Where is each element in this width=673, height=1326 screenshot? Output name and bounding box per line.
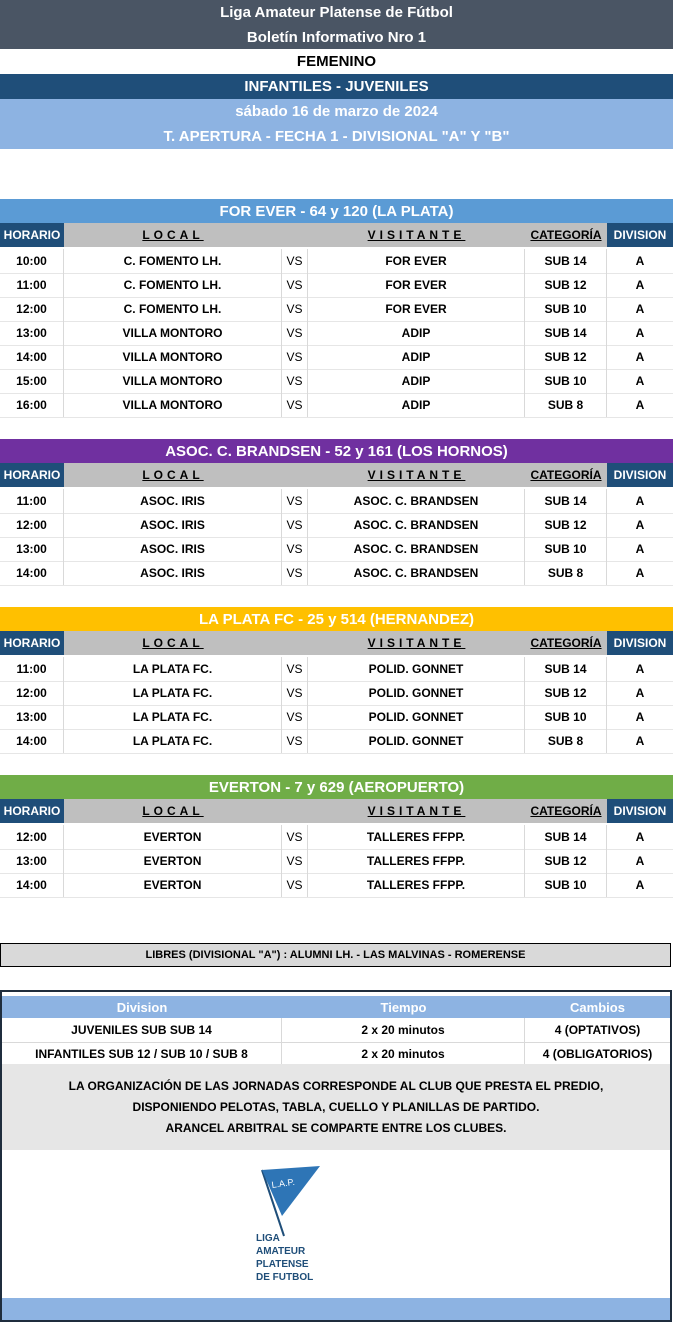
match-visitante: ASOC. C. BRANDSEN xyxy=(308,489,525,513)
match-local: C. FOMENTO LH. xyxy=(64,273,282,297)
organization-note xyxy=(2,1064,670,1150)
match-division: A xyxy=(635,566,645,580)
col-local: LOCAL xyxy=(64,631,282,655)
match-local: C. FOMENTO LH. xyxy=(64,249,282,273)
match-time: 16:00 xyxy=(0,393,64,417)
match-categoria: SUB 12 xyxy=(525,849,607,873)
match-visitante: TALLERES FFPP. xyxy=(308,825,525,849)
match-local: VILLA MONTORO xyxy=(64,321,282,345)
match-time: 12:00 xyxy=(0,513,64,537)
match-vs: VS xyxy=(282,657,308,681)
match-categoria: SUB 14 xyxy=(525,321,607,345)
match-division: A xyxy=(635,278,645,292)
col-categoria xyxy=(525,799,607,823)
match-categoria: SUB 8 xyxy=(525,561,607,585)
match-local: C. FOMENTO LH. xyxy=(64,297,282,321)
match-visitante: POLID. GONNET xyxy=(308,729,525,753)
rules-time: 2 x 20 minutos xyxy=(282,1042,525,1066)
match-time: 13:00 xyxy=(0,537,64,561)
rules-row xyxy=(2,1018,670,1043)
match-division: A xyxy=(635,326,645,340)
col-vs-spacer xyxy=(282,799,308,823)
col-vs-spacer xyxy=(282,223,308,247)
match-vs: VS xyxy=(282,369,308,393)
col-division: DIVISION xyxy=(607,631,673,655)
league-title: Liga Amateur Platense de Fútbol xyxy=(0,0,673,25)
match-categoria: SUB 8 xyxy=(525,729,607,753)
venue-title: LA PLATA FC - 25 y 514 (HERNANDEZ) xyxy=(0,607,673,631)
match-row xyxy=(0,273,673,298)
col-division: DIVISION xyxy=(607,463,673,487)
rules-panel xyxy=(0,990,672,1322)
match-row xyxy=(0,729,673,754)
col-local: LOCAL xyxy=(64,799,282,823)
date-title: sábado 16 de marzo de 2024 xyxy=(0,99,673,124)
match-time: 12:00 xyxy=(0,825,64,849)
match-row xyxy=(0,849,673,874)
col-categoria-label: CATEGORÍA xyxy=(530,228,602,242)
match-division: A xyxy=(635,302,645,316)
note-line: LA ORGANIZACIÓN DE LAS JORNADAS CORRESPONDE AL CLUB QUE PRESTA EL PREDIO, xyxy=(68,1078,604,1093)
match-vs: VS xyxy=(282,729,308,753)
rules-changes: 4 (OBLIGATORIOS) xyxy=(542,1047,653,1061)
match-categoria: SUB 10 xyxy=(525,537,607,561)
match-vs: VS xyxy=(282,561,308,585)
match-division: A xyxy=(635,374,645,388)
logo-flag-text: L.A.P. xyxy=(270,1176,296,1190)
match-division: A xyxy=(635,878,645,892)
match-visitante: POLID. GONNET xyxy=(308,705,525,729)
match-vs: VS xyxy=(282,825,308,849)
match-row xyxy=(0,249,673,274)
match-categoria: SUB 14 xyxy=(525,489,607,513)
schedule-header xyxy=(0,463,673,487)
match-categoria: SUB 8 xyxy=(525,393,607,417)
match-row xyxy=(0,705,673,730)
match-time: 14:00 xyxy=(0,729,64,753)
col-categoria xyxy=(525,631,607,655)
match-visitante: TALLERES FFPP. xyxy=(308,849,525,873)
match-division: A xyxy=(635,494,645,508)
match-division: A xyxy=(635,254,645,268)
match-visitante: POLID. GONNET xyxy=(308,657,525,681)
match-time: 11:00 xyxy=(0,273,64,297)
match-vs: VS xyxy=(282,297,308,321)
match-time: 10:00 xyxy=(0,249,64,273)
col-division: DIVISION xyxy=(607,799,673,823)
note-line: ARANCEL ARBITRAL SE COMPARTE ENTRE LOS CLUBES. xyxy=(165,1120,507,1135)
match-time: 11:00 xyxy=(0,489,64,513)
match-categoria: SUB 14 xyxy=(525,249,607,273)
col-vs-spacer xyxy=(282,463,308,487)
logo-text xyxy=(256,1232,313,1284)
col-vs-spacer xyxy=(282,631,308,655)
schedule-header xyxy=(0,631,673,655)
match-time: 13:00 xyxy=(0,705,64,729)
match-local: VILLA MONTORO xyxy=(64,393,282,417)
rules-division: INFANTILES SUB 12 / SUB 10 / SUB 8 xyxy=(2,1042,282,1066)
venue-title: FOR EVER - 64 y 120 (LA PLATA) xyxy=(0,199,673,223)
match-row xyxy=(0,513,673,538)
match-time: 15:00 xyxy=(0,369,64,393)
match-local: VILLA MONTORO xyxy=(64,369,282,393)
match-row xyxy=(0,657,673,682)
match-categoria: SUB 10 xyxy=(525,873,607,897)
schedule-header xyxy=(0,223,673,247)
match-time: 12:00 xyxy=(0,297,64,321)
rules-header-cambios: Cambios xyxy=(570,999,625,1015)
match-local: ASOC. IRIS xyxy=(64,561,282,585)
match-time: 14:00 xyxy=(0,873,64,897)
match-division: A xyxy=(635,686,645,700)
match-categoria: SUB 10 xyxy=(525,369,607,393)
col-visitante: VISITANTE xyxy=(308,463,525,487)
col-categoria-label: CATEGORÍA xyxy=(530,804,602,818)
col-division: DIVISION xyxy=(607,223,673,247)
match-row xyxy=(0,345,673,370)
match-row xyxy=(0,681,673,706)
category-title: INFANTILES - JUVENILES xyxy=(0,74,673,99)
match-local: EVERTON xyxy=(64,873,282,897)
match-vs: VS xyxy=(282,489,308,513)
col-visitante: VISITANTE xyxy=(308,631,525,655)
col-horario: HORARIO xyxy=(0,631,64,655)
match-vs: VS xyxy=(282,249,308,273)
note-line: DISPONIENDO PELOTAS, TABLA, CUELLO Y PLANILLAS DE PARTIDO. xyxy=(132,1099,540,1114)
match-division: A xyxy=(635,518,645,532)
match-vs: VS xyxy=(282,537,308,561)
match-row xyxy=(0,393,673,418)
bulletin-title: Boletín Informativo Nro 1 xyxy=(0,25,673,49)
col-horario: HORARIO xyxy=(0,799,64,823)
match-categoria: SUB 10 xyxy=(525,705,607,729)
match-time: 13:00 xyxy=(0,849,64,873)
match-visitante: ASOC. C. BRANDSEN xyxy=(308,561,525,585)
match-time: 14:00 xyxy=(0,345,64,369)
col-horario: HORARIO xyxy=(0,223,64,247)
match-division: A xyxy=(635,830,645,844)
match-categoria: SUB 12 xyxy=(525,273,607,297)
match-visitante: ADIP xyxy=(308,369,525,393)
col-categoria-label: CATEGORÍA xyxy=(530,468,602,482)
col-categoria xyxy=(525,463,607,487)
match-local: ASOC. IRIS xyxy=(64,513,282,537)
match-row xyxy=(0,825,673,850)
rules-header xyxy=(2,996,670,1018)
match-categoria: SUB 14 xyxy=(525,825,607,849)
logo-line: DE FUTBOL xyxy=(256,1272,314,1283)
venue-title: ASOC. C. BRANDSEN - 52 y 161 (LOS HORNOS) xyxy=(0,439,673,463)
tournament-title: T. APERTURA - FECHA 1 - DIVISIONAL "A" Y "B" xyxy=(0,124,673,149)
logo-line: LIGA xyxy=(256,1233,280,1244)
match-division: A xyxy=(635,542,645,556)
match-local: LA PLATA FC. xyxy=(64,729,282,753)
match-division: A xyxy=(635,350,645,364)
match-categoria: SUB 12 xyxy=(525,513,607,537)
match-row xyxy=(0,873,673,898)
col-visitante: VISITANTE xyxy=(308,223,525,247)
match-local: LA PLATA FC. xyxy=(64,705,282,729)
match-row xyxy=(0,561,673,586)
libres-bar: LIBRES (DIVISIONAL "A") : ALUMNI LH. - LAS MALVINAS - ROMERENSE xyxy=(0,943,671,967)
match-time: 14:00 xyxy=(0,561,64,585)
match-visitante: ADIP xyxy=(308,321,525,345)
match-visitante: POLID. GONNET xyxy=(308,681,525,705)
rules-changes: 4 (OPTATIVOS) xyxy=(554,1023,641,1037)
match-local: ASOC. IRIS xyxy=(64,537,282,561)
rules-time: 2 x 20 minutos xyxy=(282,1018,525,1042)
footer-bar xyxy=(2,1298,670,1320)
match-vs: VS xyxy=(282,345,308,369)
match-visitante: ADIP xyxy=(308,345,525,369)
match-vs: VS xyxy=(282,873,308,897)
match-division: A xyxy=(635,662,645,676)
col-categoria xyxy=(525,223,607,247)
match-vs: VS xyxy=(282,681,308,705)
match-visitante: FOR EVER xyxy=(308,297,525,321)
match-vs: VS xyxy=(282,513,308,537)
match-row xyxy=(0,369,673,394)
match-division: A xyxy=(635,854,645,868)
rules-division: JUVENILES SUB SUB 14 xyxy=(2,1018,282,1042)
logo-line: AMATEUR xyxy=(256,1246,306,1257)
match-time: 11:00 xyxy=(0,657,64,681)
match-local: LA PLATA FC. xyxy=(64,681,282,705)
col-visitante: VISITANTE xyxy=(308,799,525,823)
col-local: LOCAL xyxy=(64,223,282,247)
match-categoria: SUB 14 xyxy=(525,657,607,681)
match-visitante: TALLERES FFPP. xyxy=(308,873,525,897)
match-visitante: ASOC. C. BRANDSEN xyxy=(308,513,525,537)
col-horario: HORARIO xyxy=(0,463,64,487)
match-categoria: SUB 10 xyxy=(525,297,607,321)
match-division: A xyxy=(635,398,645,412)
logo-line: PLATENSE xyxy=(256,1259,309,1270)
match-visitante: FOR EVER xyxy=(308,273,525,297)
schedule-header xyxy=(0,799,673,823)
match-vs: VS xyxy=(282,705,308,729)
match-visitante: ADIP xyxy=(308,393,525,417)
venue-title: EVERTON - 7 y 629 (AEROPUERTO) xyxy=(0,775,673,799)
match-row xyxy=(0,321,673,346)
match-vs: VS xyxy=(282,393,308,417)
match-local: EVERTON xyxy=(64,849,282,873)
match-local: ASOC. IRIS xyxy=(64,489,282,513)
gender-title: FEMENINO xyxy=(0,49,673,74)
match-division: A xyxy=(635,710,645,724)
match-vs: VS xyxy=(282,849,308,873)
match-row xyxy=(0,489,673,514)
rules-header-division: Division xyxy=(116,999,168,1015)
match-row xyxy=(0,537,673,562)
match-time: 13:00 xyxy=(0,321,64,345)
match-vs: VS xyxy=(282,321,308,345)
match-local: VILLA MONTORO xyxy=(64,345,282,369)
col-categoria-label: CATEGORÍA xyxy=(530,636,602,650)
match-division: A xyxy=(635,734,645,748)
match-categoria: SUB 12 xyxy=(525,345,607,369)
match-categoria: SUB 12 xyxy=(525,681,607,705)
match-local: LA PLATA FC. xyxy=(64,657,282,681)
match-row xyxy=(0,297,673,322)
match-local: EVERTON xyxy=(64,825,282,849)
match-visitante: ASOC. C. BRANDSEN xyxy=(308,537,525,561)
col-local: LOCAL xyxy=(64,463,282,487)
match-time: 12:00 xyxy=(0,681,64,705)
match-visitante: FOR EVER xyxy=(308,249,525,273)
match-vs: VS xyxy=(282,273,308,297)
rules-header-tiempo: Tiempo xyxy=(380,999,427,1015)
